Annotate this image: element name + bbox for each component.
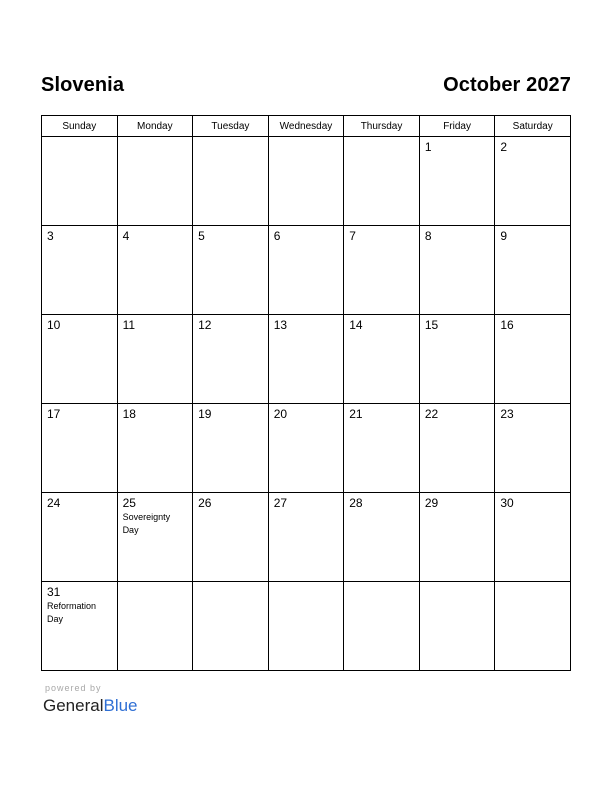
day-number: 15: [424, 318, 439, 332]
day-number: 22: [424, 407, 439, 421]
week-row: [42, 315, 571, 404]
day-number: 27: [273, 496, 288, 510]
weekday-wednesday: Wednesday: [268, 116, 344, 137]
day-number: [344, 582, 419, 586]
day-number: 19: [198, 407, 212, 421]
day-cell: [193, 493, 269, 582]
day-cell: [268, 493, 344, 582]
day-cell: [419, 582, 495, 671]
generalblue-logo[interactable]: [43, 695, 138, 717]
day-cell: [495, 582, 571, 671]
country-title: Slovenia: [41, 73, 125, 96]
day-cell: [193, 404, 269, 493]
day-number: [269, 137, 344, 141]
day-number: [193, 137, 268, 141]
powered-by-text: powered by: [45, 683, 102, 693]
day-number: [495, 582, 570, 586]
day-cell: [117, 582, 193, 671]
day-number: 23: [500, 407, 514, 421]
day-cell: [419, 315, 495, 404]
weekday-friday: Friday: [419, 116, 495, 137]
day-number: 29: [424, 496, 439, 510]
day-cell: [495, 404, 571, 493]
day-cell: [419, 226, 495, 315]
day-number: 18: [122, 407, 136, 421]
day-number: 16: [500, 318, 514, 332]
day-cell: [268, 404, 344, 493]
calendar-header: [41, 70, 571, 100]
day-number: 9: [500, 229, 508, 243]
day-cell: [42, 404, 118, 493]
day-cell: [117, 315, 193, 404]
day-cell: [117, 493, 193, 582]
day-number: 31: [47, 585, 61, 599]
day-number: 10: [47, 318, 61, 332]
day-cell: [344, 582, 420, 671]
day-cell: [495, 137, 571, 226]
day-cell: [344, 315, 420, 404]
day-cell: [193, 582, 269, 671]
day-cell: [419, 137, 495, 226]
day-number: 2: [500, 140, 508, 154]
day-cell: [344, 404, 420, 493]
day-number: 24: [47, 496, 61, 510]
day-number: [42, 137, 117, 141]
day-number: [118, 582, 193, 586]
holiday-label: Sovereignty Day: [122, 512, 171, 535]
day-number: 5: [198, 229, 205, 243]
day-cell: [42, 315, 118, 404]
week-row: [42, 226, 571, 315]
month-year-title: October 2027: [443, 73, 571, 96]
day-number: 4: [122, 229, 130, 243]
day-number: 21: [349, 407, 363, 421]
day-number: [269, 582, 344, 586]
day-number: 11: [122, 318, 136, 332]
day-number: [420, 582, 495, 586]
day-cell: [344, 137, 420, 226]
day-number: 12: [198, 318, 212, 332]
weekday-thursday: Thursday: [344, 116, 420, 137]
day-cell: [117, 137, 193, 226]
day-number: 14: [349, 318, 363, 332]
day-number: [193, 582, 268, 586]
day-cell: [495, 493, 571, 582]
brand-name-blue: Blue: [103, 696, 138, 715]
day-number: 26: [198, 496, 212, 510]
day-cell: [42, 137, 118, 226]
day-cell: [193, 226, 269, 315]
day-cell: [268, 226, 344, 315]
day-number: 17: [47, 407, 61, 421]
weekday-sunday: Sunday: [42, 116, 118, 137]
day-cell: [495, 226, 571, 315]
day-cell: [193, 315, 269, 404]
day-cell: [344, 493, 420, 582]
day-number: 1: [424, 140, 432, 154]
week-row: [42, 493, 571, 582]
brand-name-general: General: [43, 696, 104, 715]
weekday-tuesday: Tuesday: [193, 116, 269, 137]
day-cell: [117, 404, 193, 493]
weekday-header-row: [42, 116, 571, 137]
day-cell: [344, 226, 420, 315]
day-cell: [42, 226, 118, 315]
day-number: [118, 137, 193, 141]
day-cell: [268, 137, 344, 226]
day-cell: [42, 493, 118, 582]
day-number: 3: [47, 229, 54, 243]
day-number: 20: [273, 407, 288, 421]
footer-branding: [43, 683, 138, 717]
day-number: 6: [273, 229, 281, 243]
weekday-saturday: Saturday: [495, 116, 571, 137]
day-cell: [268, 582, 344, 671]
day-cell: [268, 315, 344, 404]
day-number: 30: [500, 496, 514, 510]
day-number: 13: [273, 318, 288, 332]
weekday-monday: Monday: [117, 116, 193, 137]
day-number: 7: [349, 229, 356, 243]
day-number: 8: [424, 229, 432, 243]
week-row: [42, 582, 571, 671]
day-cell: [419, 404, 495, 493]
day-number: 25: [122, 496, 136, 510]
week-row: [42, 404, 571, 493]
day-cell: [419, 493, 495, 582]
holiday-label: Reformation Day: [47, 601, 97, 624]
week-row: [42, 137, 571, 226]
day-cell: [42, 582, 118, 671]
calendar-grid: [41, 115, 571, 671]
day-cell: [117, 226, 193, 315]
day-cell: [193, 137, 269, 226]
day-cell: [495, 315, 571, 404]
day-number: 28: [349, 496, 363, 510]
day-number: [344, 137, 419, 141]
